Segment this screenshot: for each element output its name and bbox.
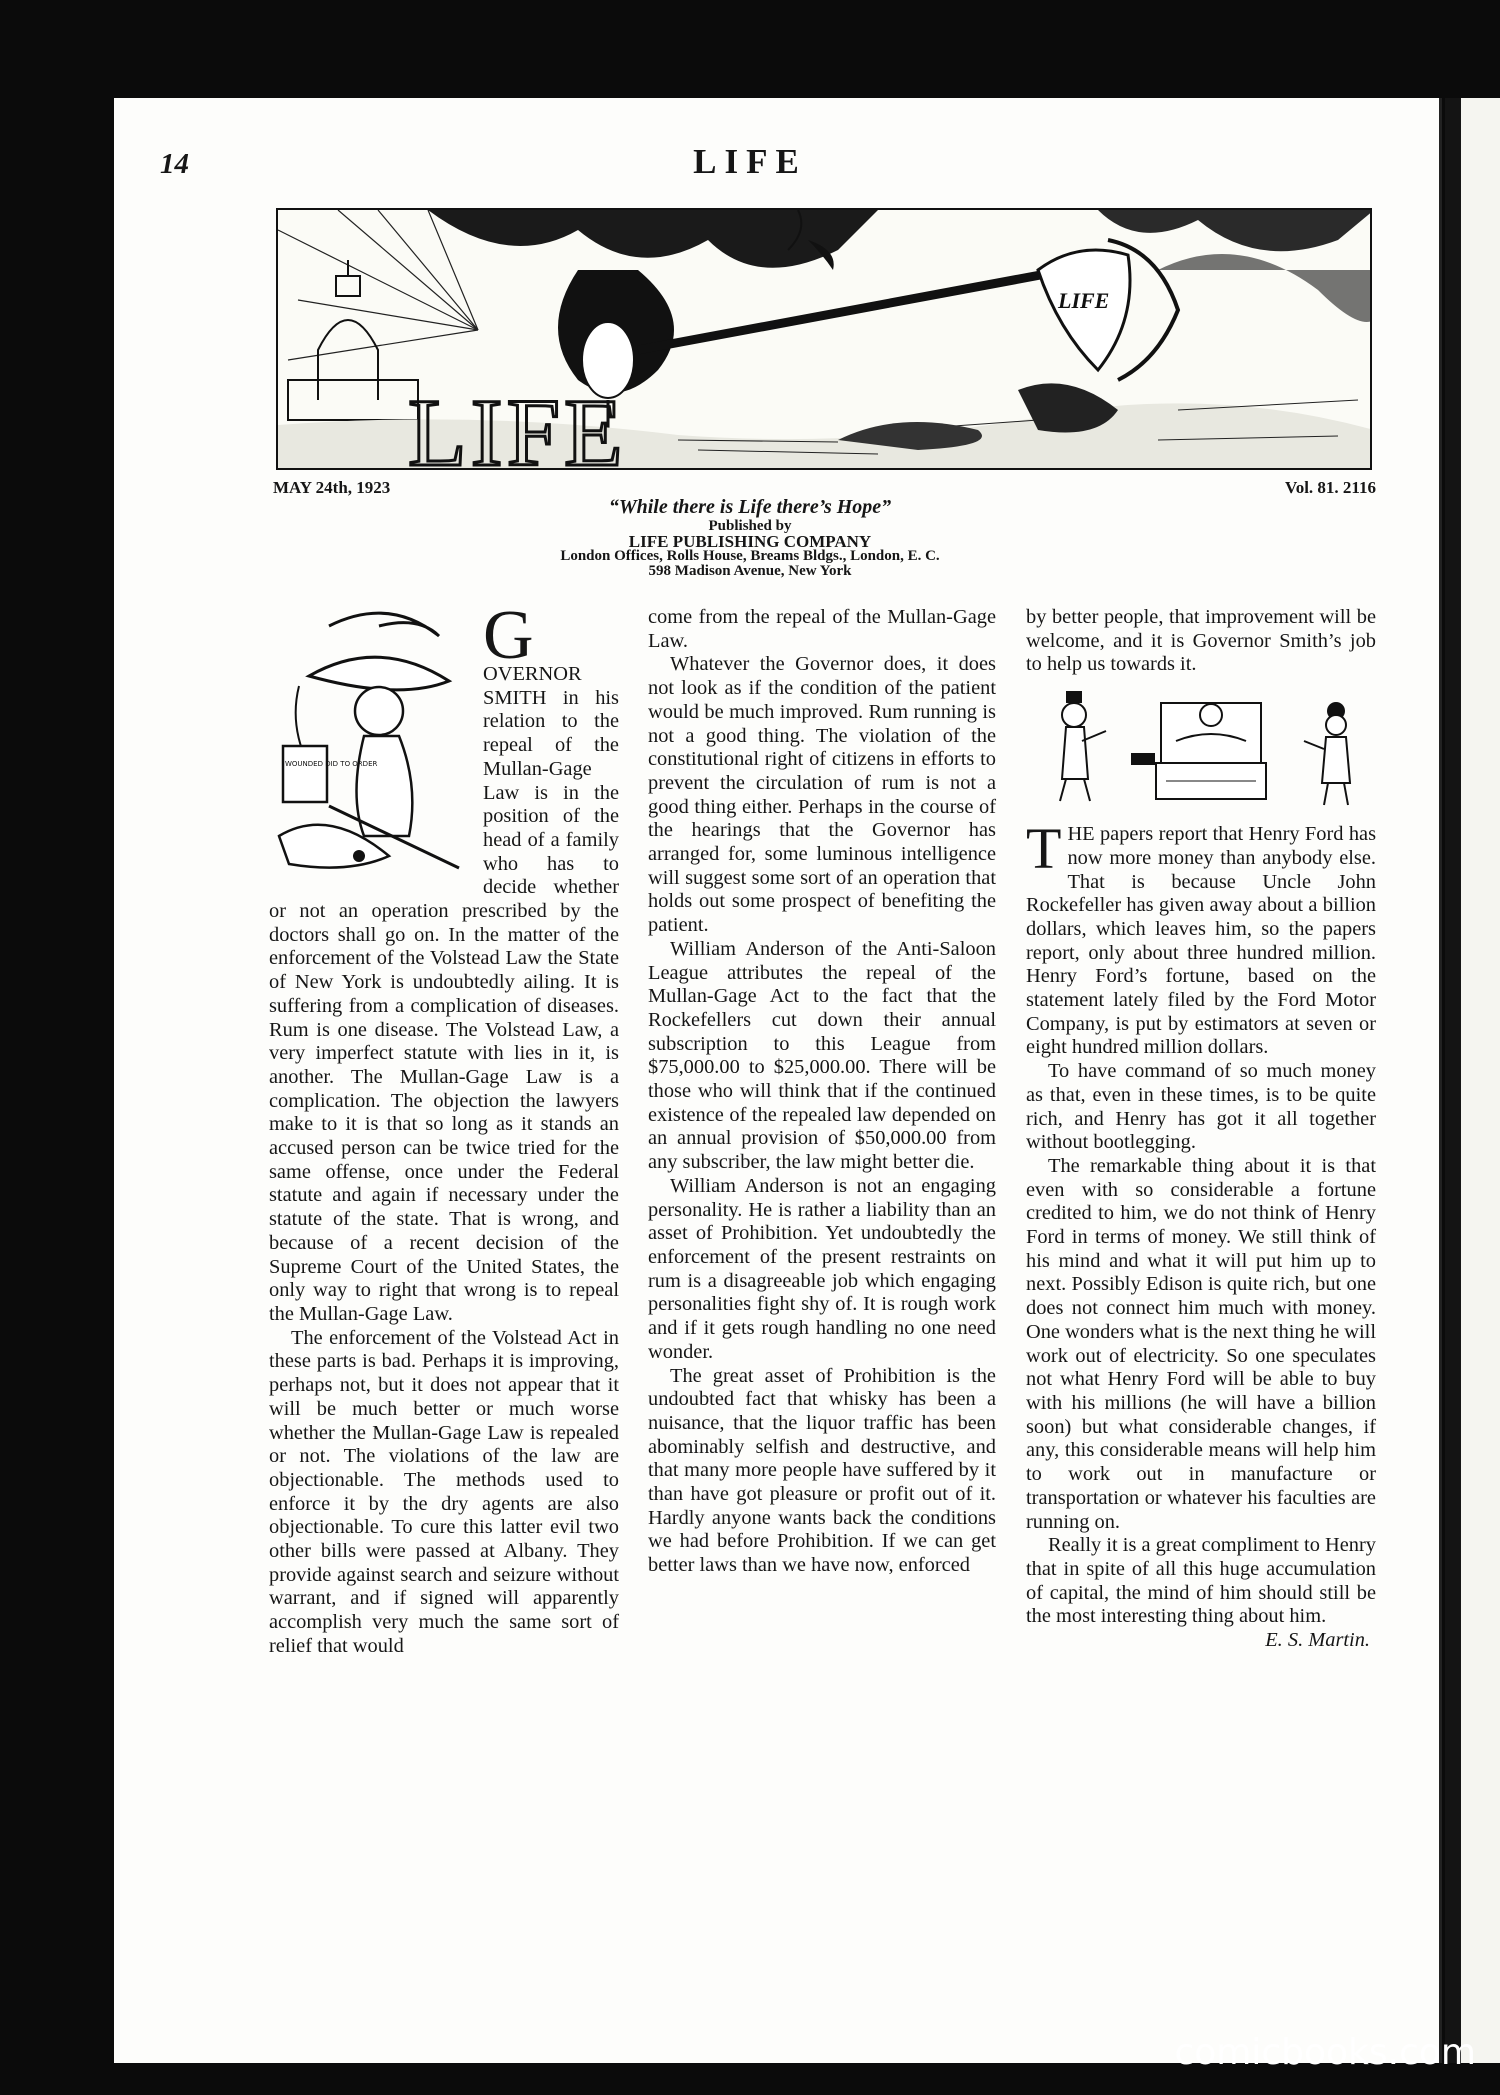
rockefeller-ford-cartoon bbox=[1026, 683, 1376, 813]
masthead-illustration bbox=[276, 208, 1372, 470]
paragraph: The remarkable thing about it is that even with so considerable a fortune credited to him, we do not think of Henry Ford in terms of money. We still think of his mind and what it will put him up to next. Possibly Edison is quite rich, but one does not connect him much with money. One wonders what is the next thing he will work out of electricity. So one speculates not what Henry Ford will be able to buy with his millions (he will have a billion soon) but what considerable changes, if any, this considerable means will help him to work out in manufacture or transportation or whatever his faculties are running on. bbox=[1026, 1154, 1376, 1533]
paragraph: come from the repeal of the Mullan-Gage Law. bbox=[648, 606, 996, 652]
paragraph: Really it is a great compliment to Henry that in spite of all this huge accumulation of capital, the mind of him should still be the most interesting thing about him. bbox=[1026, 1534, 1376, 1628]
wounded-sign-text: WOUNDED DID TO ORDER bbox=[285, 760, 378, 768]
author-signature: E. S. Martin. bbox=[1265, 1629, 1370, 1652]
adjacent-page-edge bbox=[1445, 98, 1500, 2063]
paragraph: by better people, that improvement will be welcome, and it is Governor Smith’s job to help us towards it. bbox=[1026, 606, 1376, 676]
issue-volume: Vol. 81. 2116 bbox=[1284, 478, 1376, 497]
paragraph: OVERNOR SMITH in his relation to the repeal of the Mullan-Gage Law is in the position of the head of a family who has to decide whether or not an operation prescribed by the doctors shall go on. In the matter of the enforcement of the Volstead Law the State of New York is undoubtedly ailing. It is suffering from a complication of diseases. Rum is one disease. The Volstead Law, a very imperfect statute with lies in it, is another. The Mullan-Gage Law is a complication. The objection the lawyers make to it is that so long as it stands an accused person can be twice tried for the same offense, once under the Federal statute and again if necessary under the statute of the state. That is wrong, and because of a recent decision of the Supreme Court of the United States, the only way to right that wrong is to repeal the Mullan-Gage Law. bbox=[269, 663, 619, 1325]
paragraph: The great asset of Prohibition is the undoubted fact that whisky has been a nuisance, that the liquor traffic has been abominably selfish and destructive, and that many more people have suffered by it than have got pleasure or profit out of it. Hardly anyone wants back the conditions we had before Prohibition. If we can get better laws than we have now, enforced bbox=[648, 1364, 996, 1577]
masthead-title: LIFE bbox=[693, 142, 807, 181]
governor-illustration bbox=[269, 606, 477, 878]
published-by: Published by bbox=[708, 518, 792, 534]
london-offices: London Offices, Rolls House, Breams Bldgs., London, E. C. bbox=[560, 548, 940, 564]
drop-cap-g: G bbox=[483, 597, 534, 674]
drop-cap-t: T bbox=[1026, 816, 1062, 882]
motto: “While there is Life there’s Hope” bbox=[608, 496, 892, 518]
imprint-block bbox=[0, 495, 1500, 579]
paragraph: William Anderson of the Anti-Saloon League attributes the repeal of the Mullan-Gage Act to the fact that the Rockefellers cut down their annual subscription to this League from $75,000.00 to $25,000.00. There will be those who will think that if the continued existence of the repealed law depended on an annual provision of $50,000.00 from any subscriber, the law might better die. bbox=[648, 937, 996, 1174]
page-number: 14 bbox=[160, 148, 189, 180]
article-column-2 bbox=[648, 606, 996, 1578]
paragraph: Whatever the Governor does, it does not look as if the condition of the patient would be much improved. Rum running is not a good thing. The violation of the constitutional right of citizens in efforts to prevent the circulation of rum is not a good thing either. Perhaps in the course of the hearings that the Governor has arranged for, some luminous intelligence will suggest some sort of an operation that holds out some prospect of benefiting the patient. bbox=[648, 653, 996, 937]
paragraph: William Anderson is not an engaging personality. He is rather a liability than an asset of Prohibition. Yet undoubtedly the enforcement of the present restraints on rum is a disagreeable job which engaging personalities fight shy of. It is rough work and if it gets rough handling no one need wonder. bbox=[648, 1174, 996, 1363]
banner-logo: LIFE bbox=[408, 379, 627, 470]
publisher-name: LIFE PUBLISHING COMPANY bbox=[628, 532, 872, 551]
new-york-address: 598 Madison Avenue, New York bbox=[648, 563, 852, 579]
article-column-1 bbox=[269, 597, 619, 1659]
paragraph: The enforcement of the Volstead Act in these parts is bad. Perhaps it is improving, perhaps not, but it does not appear that it will be much better or much worse whether the Mullan-Gage Law is repealed or not. The violations of the law are objectionable. The methods used to enforce it by the dry agents are also objectionable. To cure this latter evil two other bills were passed at Albany. They provide against search and seizure without warrant, and if signed will apparently accomplish very much the same sort of relief that would bbox=[269, 1326, 619, 1657]
article-column-3 bbox=[1026, 606, 1376, 1653]
shield-text: LIFE bbox=[1058, 288, 1110, 313]
watermark: comicbooks.com bbox=[1174, 2032, 1476, 2073]
paragraph: HE papers report that Henry Ford has now more money than anybody else. That is because Uncle John Rockefeller has given away about a billion dollars, which leaves him, so the papers report, only about three hundred million. Henry Ford’s fortune, based on the statement lately filed by the Ford Motor Company, is put by estimators at seven or eight hundred million dollars. bbox=[1026, 823, 1376, 1059]
paragraph: To have command of so much money as that, even in these times, is to be quite rich, and Henry has got it all together without bootlegging. bbox=[1026, 1060, 1376, 1154]
issue-date: MAY 24th, 1923 bbox=[273, 478, 391, 497]
